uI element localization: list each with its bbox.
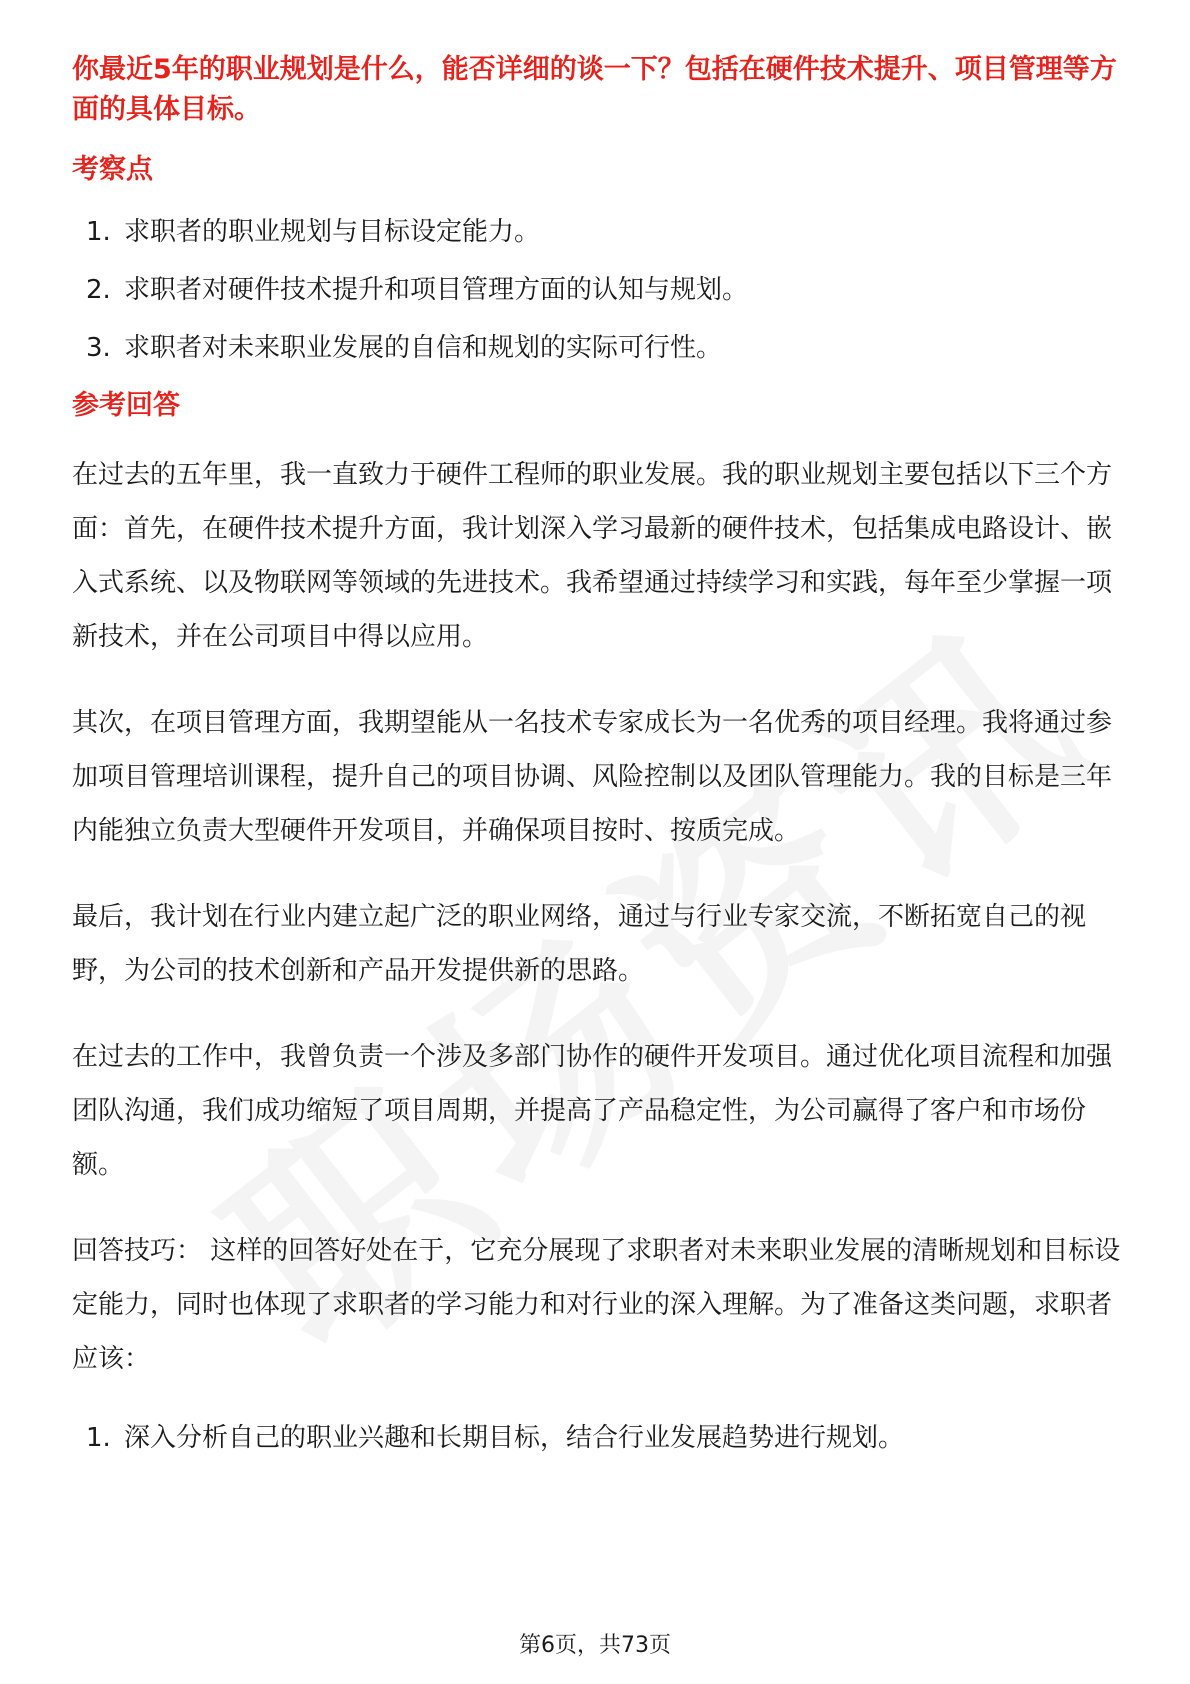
list-item-text: 求职者的职业规划与目标设定能力。 [124,217,541,247]
list-item-number: 2. [86,275,111,305]
list-item [72,1418,1122,1458]
list-item [72,270,1122,310]
list-item-number: 3. [86,333,111,363]
answer-heading: 参考回答 [72,390,180,421]
list-item [72,212,1122,252]
exam-points-heading: 考察点 [72,154,153,185]
question-title: 你最近5年的职业规划是什么，能否详细的谈一下？包括在硬件技术提升、项目管理等方面的具体目标。 [72,54,1117,125]
list-item [72,328,1122,368]
list-item-number: 1. [86,217,111,247]
answer-paragraph: 在过去的五年里，我一直致力于硬件工程师的职业发展。我的职业规划主要包括以下三个方面：首先，在硬件技术提升方面，我计划深入学习最新的硬件技术，包括集成电路设计、嵌入式系统、以及物联网等领域的先进技术。我希望通过持续学习和实践，每年至少掌握一项新技术，并在公司项目中得以应用。 [72,460,1113,652]
answer-paragraph: 最后，我计划在行业内建立起广泛的职业网络，通过与行业专家交流，不断拓宽自己的视野，为公司的技术创新和产品开发提供新的思路。 [72,902,1087,986]
list-item-number: 1. [86,1423,111,1453]
list-item-text: 求职者对硬件技术提升和项目管理方面的认知与规划。 [124,275,749,305]
document-page [72,50,1122,1476]
list-item-text: 深入分析自己的职业兴趣和长期目标，结合行业发展趋势进行规划。 [124,1423,905,1453]
list-item-text: 求职者对未来职业发展的自信和规划的实际可行性。 [124,333,723,363]
exam-points-list [72,212,1122,368]
page-footer: 第6页，共73页 [519,1633,671,1658]
answer-paragraph: 其次，在项目管理方面，我期望能从一名技术专家成长为一名优秀的项目经理。我将通过参加项目管理培训课程，提升自己的项目协调、风险控制以及团队管理能力。我的目标是三年内能独立负责大型硬件开发项目，并确保项目按时、按质完成。 [72,708,1113,846]
answer-tips-paragraph: 回答技巧： 这样的回答好处在于，它充分展现了求职者对未来职业发展的清晰规划和目标设定能力，同时也体现了求职者的学习能力和对行业的深入理解。为了准备这类问题，求职者应该： [72,1236,1121,1374]
tips-list [72,1418,1122,1458]
answer-paragraph: 在过去的工作中，我曾负责一个涉及多部门协作的硬件开发项目。通过优化项目流程和加强团队沟通，我们成功缩短了项目周期，并提高了产品稳定性，为公司赢得了客户和市场份额。 [72,1042,1113,1180]
